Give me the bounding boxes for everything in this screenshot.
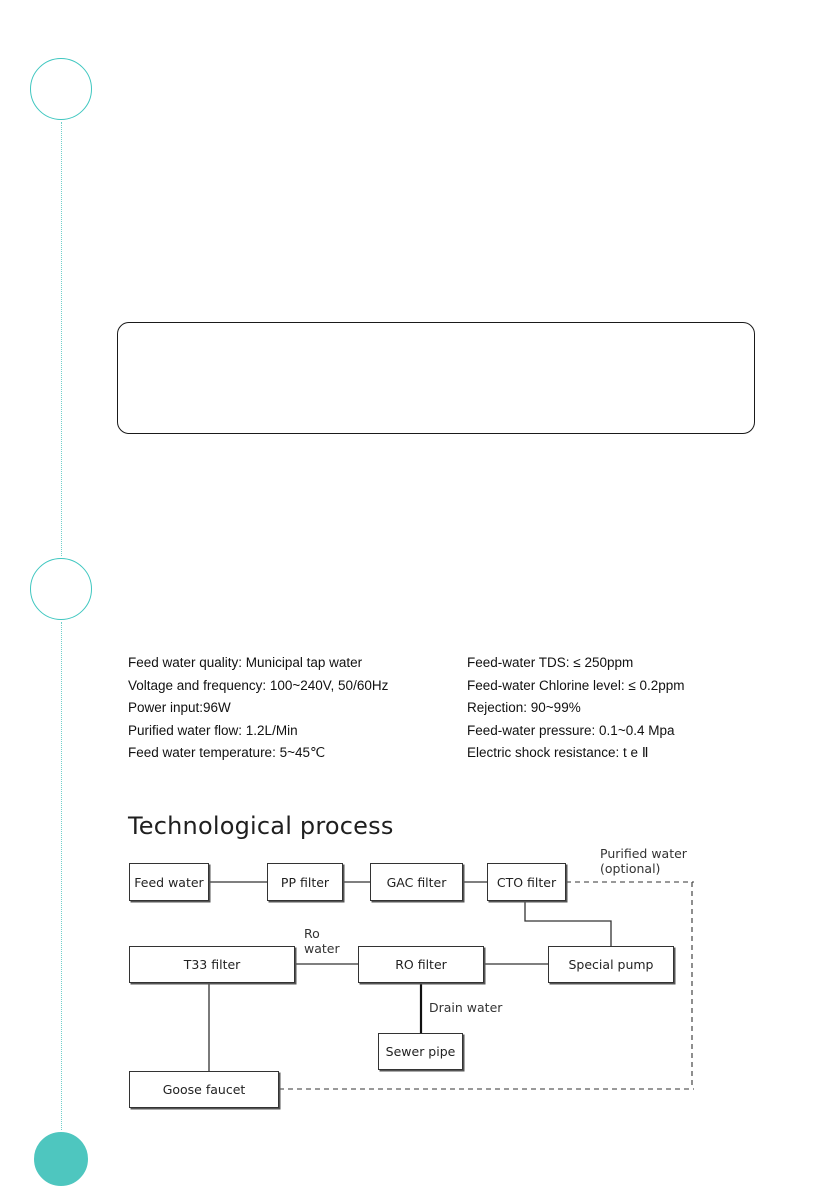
box-pp-filter: PP filter <box>267 863 343 901</box>
spec-item: Rejection: 90~99% <box>467 700 581 715</box>
label-purified-line2: (optional) <box>600 861 661 876</box>
box-sewer-pipe: Sewer pipe <box>378 1033 463 1070</box>
spec-item: Purified water flow: 1.2L/Min <box>128 722 298 738</box>
spec-item: Feed water temperature: 5~45℃ <box>128 745 326 760</box>
spec-item: Feed water quality: Municipal tap water <box>128 655 363 670</box>
label-drain-water: Drain water <box>429 1000 503 1015</box>
box-cto-filter: CTO filter <box>487 863 566 901</box>
box-t33-filter: T33 filter <box>129 946 295 983</box>
spec-item: Voltage and frequency: 100~240V, 50/60Hz <box>128 677 389 693</box>
spec-item: Electric shock resistance: t e Ⅱ <box>467 745 649 760</box>
spec-item: Feed-water Chlorine level: ≤ 0.2ppm <box>467 677 685 693</box>
label-ro-line2: water <box>304 941 340 956</box>
label-ro-water <box>304 926 340 956</box>
spec-item: Feed-water pressure: 0.1~0.4 Mpa <box>467 722 675 738</box>
spec-item: Feed-water TDS: ≤ 250ppm <box>467 655 634 670</box>
label-purified-line1: Purified water <box>600 846 687 861</box>
box-gac-filter: GAC filter <box>370 863 463 901</box>
process-title: Technological process <box>128 812 394 840</box>
label-ro-line1: Ro <box>304 926 320 941</box>
box-ro-filter: RO filter <box>358 946 484 983</box>
box-goose-faucet: Goose faucet <box>129 1071 279 1108</box>
box-feed-water: Feed water <box>129 863 209 901</box>
label-purified-water <box>600 846 687 876</box>
spec-item: Power input:96W <box>128 700 231 715</box>
box-special-pump: Special pump <box>548 946 674 983</box>
